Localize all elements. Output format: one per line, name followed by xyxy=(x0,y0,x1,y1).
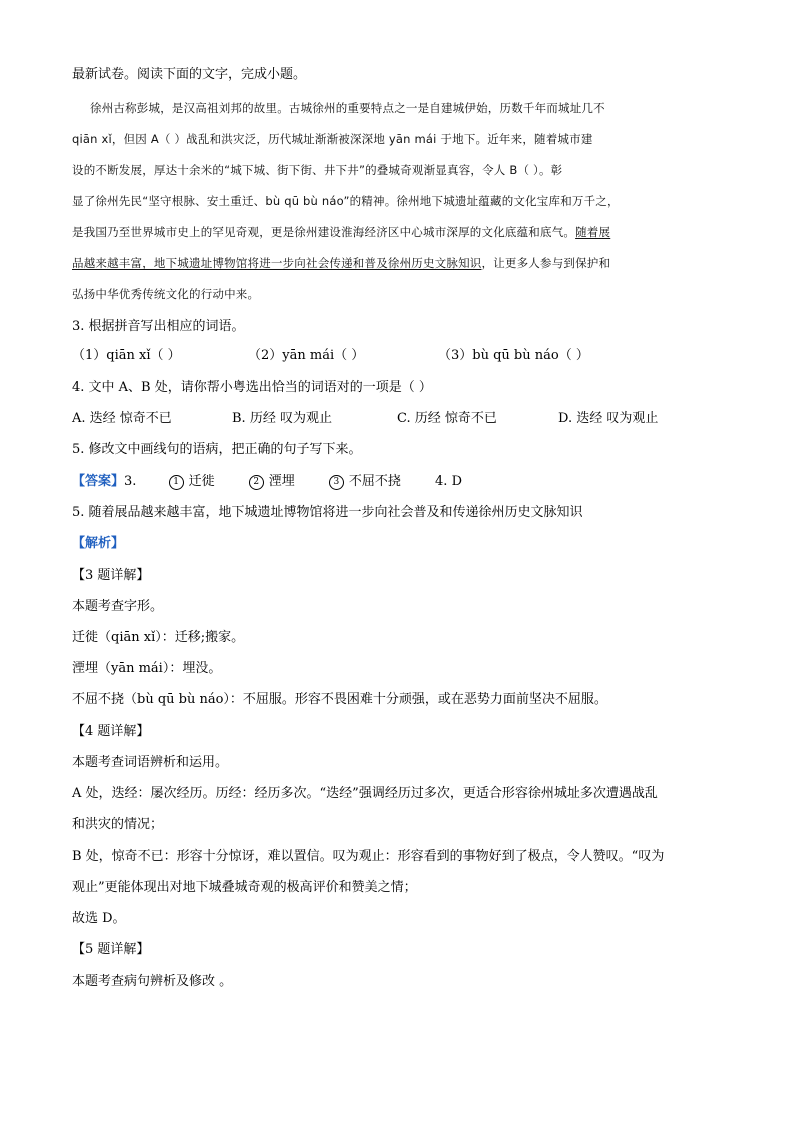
passage-line-6-text: ，让更多人参与到保护和 xyxy=(481,256,611,270)
passage-line-6 xyxy=(72,254,610,272)
detail-3-line-4: 不屈不挠（bù qū bù náo）：不屈服。形容不畏困难十分顽强，或在恶势力面前坚决不屈服。 xyxy=(72,692,607,707)
question-3: 3. 根据拼音写出相应的词语。 xyxy=(72,319,245,334)
answer-word-3: 不屈不挠 xyxy=(348,474,401,489)
passage-line-3: 设的不断发展，厚达十余米的“城下城、街下街、井下井”的叠城奇观渐显真容，令人 B（ ）。彰 xyxy=(72,163,563,177)
answer-tag: 【答案】 xyxy=(72,474,125,489)
detail-3-heading: 【3 题详解】 xyxy=(72,568,150,583)
detail-4-heading: 【4 题详解】 xyxy=(72,724,150,739)
circle-number-1: 1 xyxy=(169,475,184,490)
underlined-sentence-start: 随着展 xyxy=(575,225,611,239)
passage-line-7: 弘扬中华优秀传统文化的行动中来。 xyxy=(72,287,260,301)
answer-line xyxy=(72,473,462,491)
q3-item-2: （2）yān mái（ ） xyxy=(248,348,365,363)
underlined-sentence-end: 品越来越丰富，地下城遗址博物馆将进一步向社会传递和普及徐州历史文脉知识 xyxy=(72,256,482,270)
q3-item-3: （3）bù qū bù náo（ ） xyxy=(438,348,589,363)
detail-4-line-6: 故选 D。 xyxy=(72,911,126,926)
circle-number-2: 2 xyxy=(249,475,264,490)
passage-line-1: 徐州古称彭城，是汉高祖刘邦的故里。古城徐州的重要特点之一是自建城伊始，历数千年而城址几不 xyxy=(90,101,605,115)
answer-word-1: 迁徙 xyxy=(188,474,215,489)
detail-3-line-1: 本题考查字形。 xyxy=(72,599,164,614)
passage-line-4: 显了徐州先民“坚守根脉、安土重迁、bù qū bù náo”的精神。徐州地下城遗址蕴藏的文化宝库和万千之， xyxy=(72,194,619,208)
detail-4-line-4: B 处，惊奇不已：形容十分惊讶，难以置信。叹为观止：形容看到的事物好到了极点，令人赞叹。“叹为 xyxy=(72,849,665,864)
answer-q5: 5. 随着展品越来越丰富，地下城遗址博物馆将进一步向社会普及和传递徐州历史文脉知识 xyxy=(72,505,583,520)
intro-line: 最新试卷。阅读下面的文字，完成小题。 xyxy=(72,67,307,82)
passage-line-2: qiān xǐ，但因 A（ ）战乱和洪灾泛，历代城址渐渐被深深地 yān mái 于地下。近年来，随着城市建 xyxy=(72,132,593,146)
q4-option-b: B. 历经 叹为观止 xyxy=(232,411,332,426)
detail-3-line-3: 湮埋（yān mái）：埋没。 xyxy=(72,661,222,676)
passage-line-5-text: 是我国乃至世界城市史上的罕见奇观，更是徐州建设淮海经济区中心城市深厚的文化底蕴和底气。 xyxy=(72,225,576,239)
q4-option-c: C. 历经 惊奇不已 xyxy=(397,411,497,426)
passage-line-5 xyxy=(72,223,610,241)
detail-3-line-2: 迁徙（qiān xǐ）：迁移;搬家。 xyxy=(72,630,245,645)
q3-item-1: （1）qiān xǐ（ ） xyxy=(72,348,181,363)
q4-option-a: A. 迭经 惊奇不已 xyxy=(72,411,172,426)
analysis-tag: 【解析】 xyxy=(72,536,125,551)
detail-4-line-3: 和洪灾的情况； xyxy=(72,817,164,832)
detail-4-line-1: 本题考查词语辨析和运用。 xyxy=(72,755,229,770)
detail-4-line-2: A 处，迭经：屡次经历。历经：经历多次。“迭经”强调经历过多次，更适合形容徐州城址多次遭遇战乱 xyxy=(72,786,658,801)
question-4: 4. 文中 A、B 处，请你帮小粤选出恰当的词语对的一项是（ ） xyxy=(72,380,432,395)
detail-4-line-5: 观止”更能体现出对地下城叠城奇观的极高评价和赞美之情； xyxy=(72,880,417,895)
answer-q4: 4. D xyxy=(435,474,462,489)
detail-5-heading: 【5 题详解】 xyxy=(72,942,150,957)
detail-5-line-1: 本题考查病句辨析及修改 。 xyxy=(72,974,233,989)
answer-q3-label: 3. xyxy=(124,474,137,489)
q4-option-d: D. 迭经 叹为观止 xyxy=(558,411,659,426)
question-5: 5. 修改文中画线句的语病，把正确的句子写下来。 xyxy=(72,442,362,457)
circle-number-3: 3 xyxy=(329,475,344,490)
answer-word-2: 湮埋 xyxy=(268,474,295,489)
